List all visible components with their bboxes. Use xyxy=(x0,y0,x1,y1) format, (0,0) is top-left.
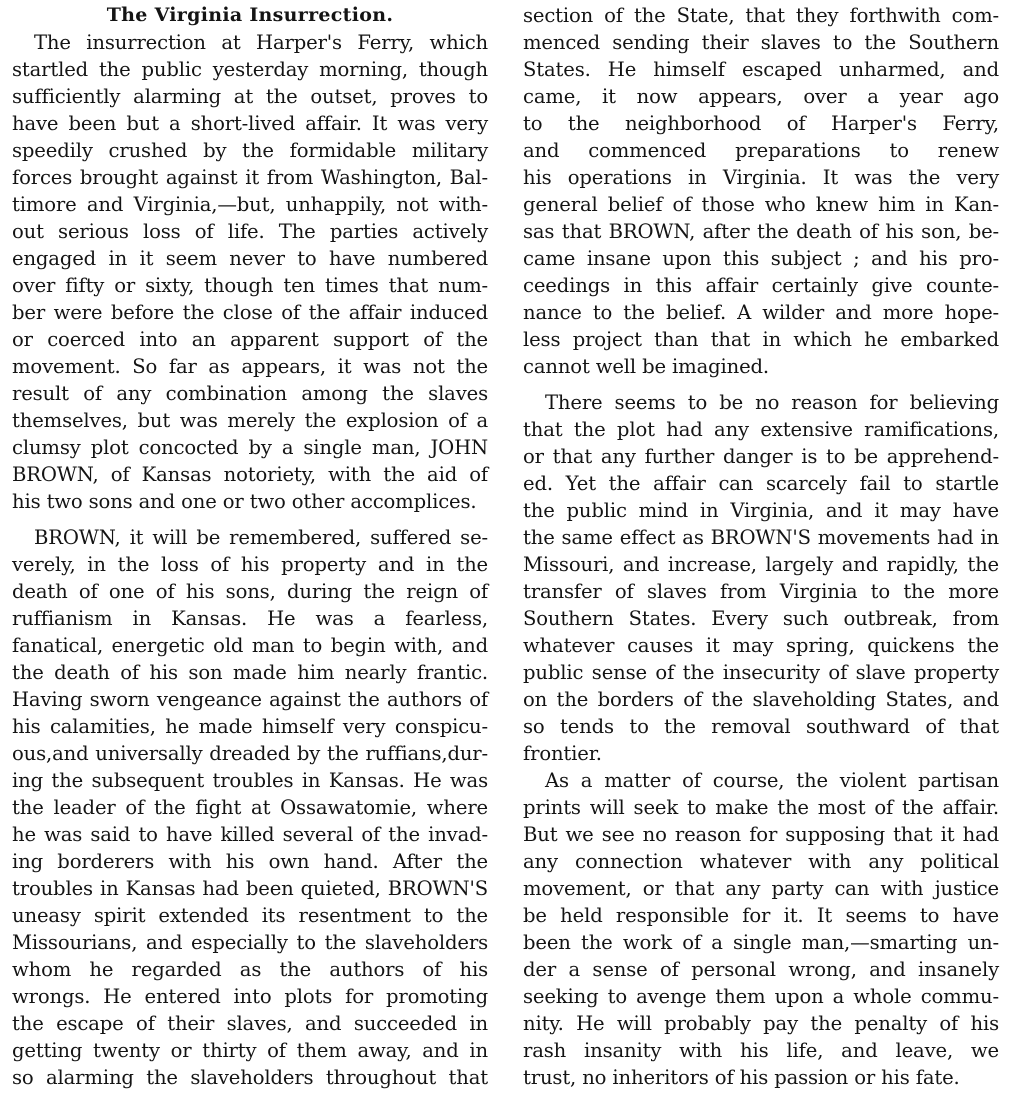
right-column xyxy=(523,2,999,1091)
paragraph-gap xyxy=(12,515,488,524)
text-line: Southern States. Every such outbreak, from xyxy=(523,607,999,630)
text-line: There seems to be no reason for believing xyxy=(545,391,999,414)
text-line: Having sworn vengeance against the authors of xyxy=(12,688,488,711)
text-line: rash insanity with his life, and leave, we xyxy=(523,1039,999,1062)
right-column-text xyxy=(523,2,999,1091)
text-line: or that any further danger is to be apprehend- xyxy=(523,445,999,468)
text-line: ing the subsequent troubles in Kansas. He was xyxy=(12,769,488,792)
text-line: over fifty or sixty, though ten times that num- xyxy=(12,274,488,297)
text-line: out serious loss of life. The parties actively xyxy=(12,220,488,243)
text-line: ceedings in this affair certainly give counte- xyxy=(523,274,999,297)
text-line: the public mind in Virginia, and it may have xyxy=(523,499,999,522)
text-line: have been but a short-lived affair. It was very xyxy=(12,112,488,135)
text-line: less project than that in which he embarked xyxy=(523,328,999,351)
text-line: menced sending their slaves to the Southern xyxy=(523,31,999,54)
text-line: The insurrection at Harper's Ferry, which xyxy=(34,31,488,54)
text-line: on the borders of the slaveholding States, and xyxy=(523,688,999,711)
text-line: so tends to the removal southward of that xyxy=(523,715,999,738)
text-line: timore and Virginia,—but, unhappily, not with- xyxy=(12,193,488,216)
text-line: section of the State, that they forthwith com- xyxy=(523,4,999,27)
text-line: Missourians, and especially to the slaveholders xyxy=(12,931,488,954)
text-line: But we see no reason for supposing that it had xyxy=(523,823,999,846)
text-line: his operations in Virginia. It was the very xyxy=(523,166,999,189)
left-column xyxy=(12,2,488,1091)
text-line: any connection whatever with any political xyxy=(523,850,999,873)
text-line: he was said to have killed several of the invad- xyxy=(12,823,488,846)
text-line: public sense of the insecurity of slave property xyxy=(523,661,999,684)
text-line: speedily crushed by the formidable military xyxy=(12,139,488,162)
text-line: death of one of his sons, during the reign of xyxy=(12,580,488,603)
text-line: getting twenty or thirty of them away, and in xyxy=(12,1039,488,1062)
text-line: and commenced preparations to renew xyxy=(523,139,999,162)
text-line: troubles in Kansas had been quieted, BROWN'S xyxy=(12,877,488,900)
text-line: his two sons and one or two other accomplices. xyxy=(12,490,477,513)
text-line: the same effect as BROWN'S movements had in xyxy=(523,526,999,549)
text-line: ing borderers with his own hand. After the xyxy=(12,850,488,873)
text-line: ed. Yet the affair can scarcely fail to startle xyxy=(523,472,999,495)
text-line: transfer of slaves from Virginia to the more xyxy=(523,580,999,603)
text-line: clumsy plot concocted by a single man, JOHN xyxy=(12,436,488,459)
text-line: uneasy spirit extended its resentment to the xyxy=(12,904,488,927)
text-line: movement. So far as appears, it was not the xyxy=(12,355,488,378)
paragraph-gap xyxy=(523,380,999,389)
text-line: der a sense of personal wrong, and insanely xyxy=(523,958,999,981)
text-line: be held responsible for it. It seems to have xyxy=(523,904,999,927)
text-line: frontier. xyxy=(523,742,602,765)
text-line: the escape of their slaves, and succeeded in xyxy=(12,1012,488,1035)
text-line: States. He himself escaped unharmed, and xyxy=(523,58,999,81)
text-line: prints will seek to make the most of the affair. xyxy=(523,796,999,819)
text-line: ous,and universally dreaded by the ruffians,dur- xyxy=(12,742,488,765)
text-line: ber were before the close of the affair induced xyxy=(12,301,488,324)
text-line: result of any combination among the slaves xyxy=(12,382,488,405)
text-line: BROWN, it will be remembered, suffered se- xyxy=(34,526,488,549)
text-line: As a matter of course, the violent partisan xyxy=(545,769,999,792)
text-line: seeking to avenge them upon a whole commu- xyxy=(523,985,999,1008)
text-line: his calamities, he made himself very conspicu- xyxy=(12,715,488,738)
text-line: general belief of those who knew him in Kan- xyxy=(523,193,999,216)
text-line: cannot well be imagined. xyxy=(523,355,770,378)
text-line: the death of his son made him nearly frantic. xyxy=(12,661,488,684)
left-column-text xyxy=(12,29,488,1091)
text-line: wrongs. He entered into plots for promoting xyxy=(12,985,488,1008)
text-line: so alarming the slaveholders throughout that xyxy=(12,1066,488,1089)
text-line: startled the public yesterday morning, though xyxy=(12,58,488,81)
text-line: nance to the belief. A wilder and more hope- xyxy=(523,301,999,324)
text-line: to the neighborhood of Harper's Ferry, xyxy=(523,112,999,135)
text-line: nity. He will probably pay the penalty of his xyxy=(523,1012,999,1035)
text-line: been the work of a single man,—smarting un- xyxy=(523,931,999,954)
text-line: movement, or that any party can with justice xyxy=(523,877,999,900)
text-line: came insane upon this subject ; and his pro- xyxy=(523,247,999,270)
article-headline: The Virginia Insurrection. xyxy=(106,4,394,26)
text-line: that the plot had any extensive ramifications, xyxy=(523,418,999,441)
text-line: whom he regarded as the authors of his xyxy=(12,958,488,981)
text-line: the leader of the fight at Ossawatomie, where xyxy=(12,796,488,819)
text-line: sufficiently alarming at the outset, proves to xyxy=(12,85,488,108)
text-line: fanatical, energetic old man to begin with, and xyxy=(12,634,488,657)
text-line: came, it now appears, over a year ago xyxy=(523,85,999,108)
text-line: trust, no inheritors of his passion or his fate. xyxy=(523,1066,960,1089)
text-line: BROWN, of Kansas notoriety, with the aid of xyxy=(12,463,488,486)
text-line: themselves, but was merely the explosion of a xyxy=(12,409,488,432)
text-line: engaged in it seem never to have numbered xyxy=(12,247,488,270)
text-line: forces brought against it from Washington, Bal- xyxy=(12,166,488,189)
text-line: sas that BROWN, after the death of his son, be- xyxy=(523,220,999,243)
text-line: verely, in the loss of his property and in the xyxy=(12,553,488,576)
text-line: or coerced into an apparent support of the xyxy=(12,328,488,351)
text-line: whatever causes it may spring, quickens the xyxy=(523,634,999,657)
text-line: Missouri, and increase, largely and rapidly, the xyxy=(523,553,999,576)
text-line: ruffianism in Kansas. He was a fearless, xyxy=(12,607,488,630)
